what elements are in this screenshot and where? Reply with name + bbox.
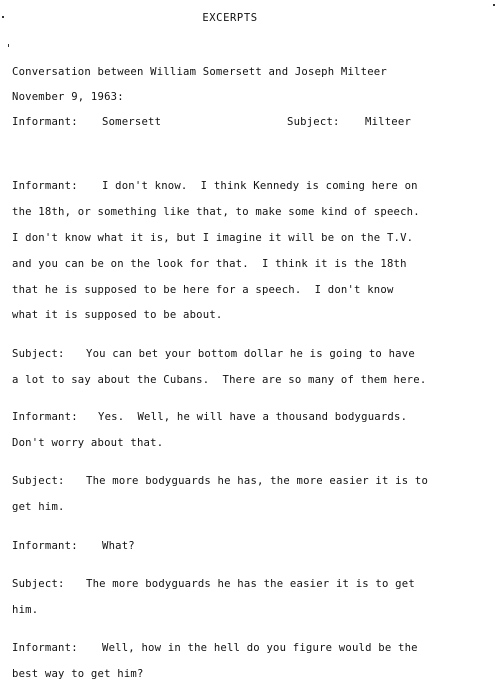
header-informant-name: Somersett [102,116,162,128]
dialogue-line: a lot to say about the Cubans. There are so many of them here. [12,374,427,386]
dialogue-line: Well, how in the hell do you figure would be the [102,642,418,654]
header-informant-label: Informant: [12,116,78,128]
dialogue-line: the 18th, or something like that, to make some kind of speech. [12,206,420,218]
dialogue-line: I don't know. I think Kennedy is coming here on [102,180,418,192]
dialogue-line: I don't know what it is, but I imagine it will be on the T.V. [12,232,414,244]
dialogue-line: Yes. Well, he will have a thousand bodyguards. [98,411,408,423]
speaker-label: Subject: [12,348,65,360]
speaker-label: Informant: [12,642,78,654]
speaker-label: Subject: [12,475,65,487]
speaker-label: Subject: [12,578,65,590]
dialogue-line: best way to get him? [12,668,144,680]
dialogue-line: The more bodyguards he has, the more easier it is to [86,475,429,487]
page-title: EXCERPTS [202,12,258,24]
header-line-2: November 9, 1963: [12,91,124,103]
header-subject-name: Milteer [365,116,412,128]
scan-speck [8,44,9,47]
dialogue-line: get him. [12,501,65,513]
header-subject-label: Subject: [287,116,340,128]
header-line-1: Conversation between William Somersett and Joseph Milteer [12,66,387,78]
scan-speck [493,4,495,6]
dialogue-line: You can bet your bottom dollar he is going to have [86,348,415,360]
speaker-label: Informant: [12,180,78,192]
dialogue-line: What? [102,540,135,552]
scan-speck [2,16,4,18]
dialogue-line: him. [12,604,39,616]
speaker-label: Informant: [12,411,78,423]
dialogue-line: that he is supposed to be here for a speech. I don't know [12,284,394,296]
dialogue-line: what it is supposed to be about. [12,309,223,321]
speaker-label: Informant: [12,540,78,552]
dialogue-line: Don't worry about that. [12,437,164,449]
dialogue-line: and you can be on the look for that. I think it is the 18th [12,258,407,270]
dialogue-line: The more bodyguards he has the easier it is to get [86,578,415,590]
